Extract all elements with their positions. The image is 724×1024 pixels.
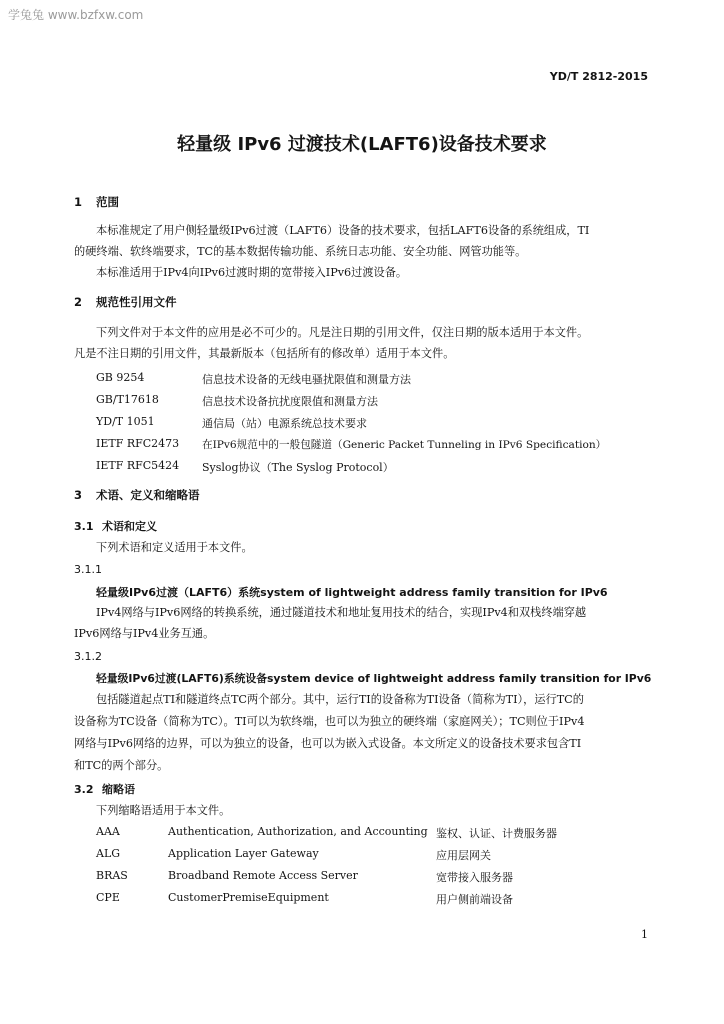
ref-code: YD/T 1051 <box>96 415 155 428</box>
section-number: 3.2 <box>74 783 94 796</box>
section-title: 规范性引用文件 <box>96 295 177 309</box>
ref-code: GB/T17618 <box>96 393 159 406</box>
abbr-chinese: 用户侧前端设备 <box>436 893 513 906</box>
section-title: 术语、定义和缩略语 <box>96 488 200 502</box>
ref-title: 信息技术设备抗扰度限值和测量方法 <box>202 395 378 408</box>
abbr-code: BRAS <box>96 869 128 882</box>
abbr-chinese: 鉴权、认证、计费服务器 <box>436 827 557 840</box>
abbr-code: AAA <box>96 825 120 838</box>
section-number: 2 <box>74 295 83 309</box>
term-definition-line: IPv4网络与IPv6网络的转换系统，通过隧道技术和地址复用技术的结合，实现IPv4和双栈终端穿越 <box>96 606 587 619</box>
abbr-chinese: 宽带接入服务器 <box>436 871 513 884</box>
term-number: 3.1.1 <box>74 563 102 576</box>
section-title: 范围 <box>96 195 119 209</box>
s31-intro: 下列术语和定义适用于本文件。 <box>96 541 253 554</box>
abbr-english: Application Layer Gateway <box>168 847 319 860</box>
section-1-heading <box>74 194 119 210</box>
s1-para1-line1: 本标准规定了用户侧轻量级IPv6过渡（LAFT6）设备的技术要求，包括LAFT6设备的系统组成，TI <box>96 224 590 237</box>
s1-para1-line2: 的硬终端、软终端要求，TC的基本数据传输功能、系统日志功能、安全功能、网管功能等。 <box>74 245 527 258</box>
ref-title: Syslog协议（The Syslog Protocol） <box>202 461 394 474</box>
abbr-english: CustomerPremiseEquipment <box>168 891 329 904</box>
abbr-english: Authentication, Authorization, and Accounting <box>168 825 428 838</box>
s2-intro-line2: 凡是不注日期的引用文件，其最新版本（包括所有的修改单）适用于本文件。 <box>74 347 455 360</box>
section-title: 术语和定义 <box>102 520 157 533</box>
s1-para2: 本标准适用于IPv4向IPv6过渡时期的宽带接入IPv6过渡设备。 <box>96 266 408 279</box>
term-definition-line: 设备称为TC设备（简称为TC）。TI可以为软终端，也可以为独立的硬终端（家庭网关）；TC则位于IPv4 <box>74 715 585 728</box>
abbr-chinese: 应用层网关 <box>436 849 491 862</box>
ref-title: 在IPv6规范中的一般包隧道（Generic Packet Tunneling in IPv6 Specification） <box>202 439 607 451</box>
abbr-code: CPE <box>96 891 120 904</box>
section-3-1-heading <box>74 518 157 534</box>
ref-title: 通信局（站）电源系统总技术要求 <box>202 417 367 430</box>
section-title: 缩略语 <box>102 783 135 796</box>
section-number: 1 <box>74 195 83 209</box>
section-3-heading <box>74 487 200 503</box>
ref-code: GB 9254 <box>96 371 145 384</box>
page-number: 1 <box>641 928 648 941</box>
section-2-heading <box>74 294 177 310</box>
term-title: 轻量级IPv6过渡（LAFT6）系统system of lightweight address family transition for IPv6 <box>96 586 608 599</box>
ref-title: 信息技术设备的无线电骚扰限值和测量方法 <box>202 373 411 386</box>
term-title: 轻量级IPv6过渡(LAFT6)系统设备system device of lightweight address family transition for IPv6 <box>96 672 652 685</box>
ref-code: IETF RFC2473 <box>96 437 180 450</box>
watermark: 学兔兔 www.bzfxw.com <box>8 8 144 22</box>
standard-number: YD/T 2812-2015 <box>549 70 648 83</box>
term-definition-line: IPv6网络与IPv4业务互通。 <box>74 627 215 640</box>
section-3-2-heading <box>74 781 135 797</box>
term-definition-line: 包括隧道起点TI和隧道终点TC两个部分。其中，运行TI的设备称为TI设备（简称为TI），运行TC的 <box>96 693 584 706</box>
s2-intro-line1: 下列文件对于本文件的应用是必不可少的。凡是注日期的引用文件，仅注日期的版本适用于本文件。 <box>96 326 589 339</box>
abbr-code: ALG <box>96 847 121 860</box>
term-definition-line: 网络与IPv6网络的边界，可以为独立的设备，也可以为嵌入式设备。本文所定义的设备技术要求包含TI <box>74 737 582 750</box>
term-definition-line: 和TC的两个部分。 <box>74 759 169 772</box>
section-number: 3 <box>74 488 83 502</box>
document-title: 轻量级 IPv6 过渡技术(LAFT6)设备技术要求 <box>177 134 547 155</box>
abbr-english: Broadband Remote Access Server <box>168 869 358 882</box>
section-number: 3.1 <box>74 520 94 533</box>
term-number: 3.1.2 <box>74 650 102 663</box>
s32-intro: 下列缩略语适用于本文件。 <box>96 804 231 817</box>
ref-code: IETF RFC5424 <box>96 459 180 472</box>
